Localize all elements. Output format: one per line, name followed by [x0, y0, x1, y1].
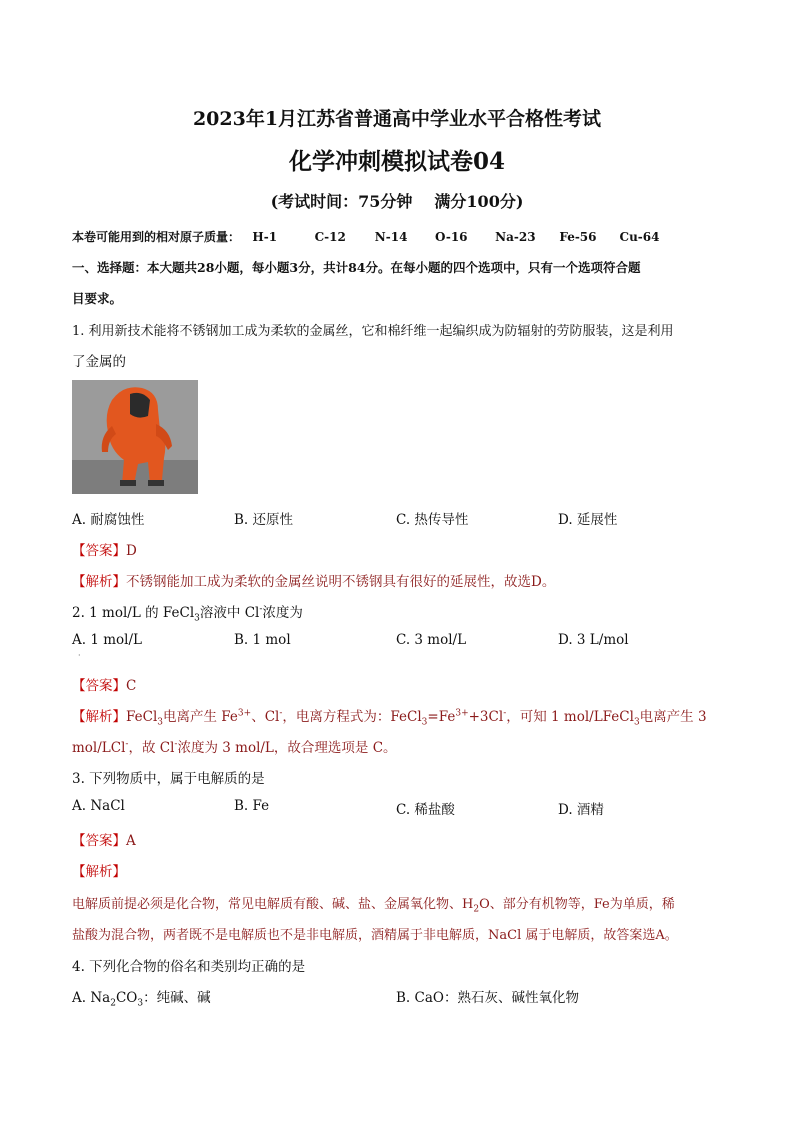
q3-option-a: A. NaCl	[72, 798, 125, 814]
mass-item: N-14	[374, 230, 408, 244]
q3-stem: 3. 下列物质中，属于电解质的是	[72, 771, 265, 787]
mass-item: Fe-56	[559, 230, 597, 244]
q1-answer	[72, 539, 137, 559]
analysis-part: 电解质前提必须是化合物，常见电解质有酸、碱、盐、金属氧化物、H	[72, 897, 474, 912]
q1-stem-cont: 了金属的	[72, 354, 126, 370]
time-note: (考试时间：75分钟	[270, 192, 413, 211]
q2-stem	[72, 601, 303, 624]
q2-option-d: D. 3 L/mol	[558, 632, 629, 648]
q1-stem: 1. 利用新技术能将不锈钢加工成为柔软的金属丝，它和棉纤维一起编织成为防辐射的劳防服装，这是利用	[72, 324, 674, 339]
analysis-part: ，故 Cl	[128, 740, 175, 756]
answer-tag: 【答案】	[72, 833, 126, 849]
analysis-part: O、部分有机物等，Fe为单质，稀	[479, 897, 675, 912]
exam-title: 2023年1月江苏省普通高中学业水平合格性考试	[192, 108, 602, 130]
mass-item: O-16	[434, 230, 468, 244]
hazmat-suit-photo	[72, 380, 198, 494]
subscript: 2	[473, 904, 480, 915]
option-part: CO	[115, 990, 138, 1006]
answer-value: A	[126, 833, 136, 849]
analysis-part: ，电离方程式为：FeCl	[282, 709, 422, 725]
subscript: 3	[421, 717, 428, 728]
mass-item: Cu-64	[619, 230, 660, 244]
masses-label: 本卷可能用到的相对原子质量：	[72, 230, 241, 244]
superscript: -	[259, 604, 263, 615]
analysis-tag: 【解析】	[72, 574, 126, 590]
analysis-part: FeCl	[126, 709, 158, 725]
option-part: A. Na	[72, 990, 111, 1006]
q2-stem-part: 2. 1 mol/L 的 FeCl	[72, 605, 195, 621]
subscript: 3	[194, 613, 200, 624]
section-heading-cont: 目要求。	[72, 291, 123, 306]
exam-time-score	[0, 189, 794, 212]
q4-option-a	[72, 986, 211, 1009]
analysis-part: +3Cl	[468, 709, 504, 725]
q4-option-b: B. CaO：熟石灰、碱性氧化物	[396, 990, 579, 1006]
q2-option-b: B. 1 mol	[234, 632, 291, 648]
analysis-part: mol/LCl	[72, 740, 126, 756]
analysis-tag: 【解析】	[72, 864, 126, 880]
subscript: 3	[157, 717, 163, 728]
analysis-part: 浓度为 3 mol/L，故合理选项是 C。	[177, 740, 397, 756]
q2-stem-part: 浓度为	[262, 605, 303, 621]
q3-analysis-tag	[72, 860, 126, 880]
analysis-part: 、Cl	[251, 709, 280, 725]
answer-tag: 【答案】	[72, 678, 126, 694]
stray-dot: ·	[78, 651, 81, 660]
superscript: -	[174, 739, 178, 750]
q4-stem: 4. 下列化合物的俗名和类别均正确的是	[72, 959, 306, 975]
q3-answer	[72, 829, 136, 849]
subscript: 3	[137, 998, 144, 1009]
superscript: 3+	[455, 708, 469, 719]
superscript: 3+	[237, 708, 252, 719]
subscript: 2	[110, 998, 116, 1009]
q3-analysis	[72, 893, 675, 915]
q2-option-c: C. 3 mol/L	[396, 632, 467, 648]
mass-item: H-1	[252, 230, 278, 244]
analysis-part: ，可知 1 mol/LFeCl	[506, 709, 634, 725]
q3-option-b: B. Fe	[234, 798, 270, 814]
mass-item: Na-23	[495, 230, 536, 244]
q2-answer	[72, 674, 136, 694]
atomic-masses	[72, 228, 659, 245]
superscript: -	[279, 708, 283, 719]
q1-option-d: D. 延展性	[558, 512, 618, 528]
score-note: 满分100分)	[434, 192, 524, 211]
analysis-part: =Fe	[427, 709, 456, 725]
analysis-part: 电离产生 3	[639, 709, 707, 725]
subscript: 3	[633, 717, 640, 728]
analysis-part: 电离产生 Fe	[163, 709, 238, 725]
q1-option-c: C. 热传导性	[396, 512, 469, 528]
q1-option-b: B. 还原性	[234, 512, 294, 528]
q1-option-a: A. 耐腐蚀性	[72, 512, 145, 528]
q2-option-a: A. 1 mol/L	[72, 632, 142, 648]
mass-item: C-12	[314, 230, 346, 244]
q3-option-c: C. 稀盐酸	[396, 802, 455, 818]
answer-tag: 【答案】	[72, 543, 126, 559]
exam-subtitle: 化学冲刺模拟试卷04	[288, 148, 505, 175]
superscript: -	[125, 739, 129, 750]
q1-analysis	[72, 570, 555, 590]
section-heading: 一、选择题：本大题共28小题，每小题3分，共计84分。在每小题的四个选项中，只有一个选项符合题	[72, 260, 641, 275]
q3-analysis-cont: 盐酸为混合物，两者既不是电解质也不是非电解质，酒精属于非电解质，NaCl 属于电解质，故答案选A。	[72, 928, 678, 943]
q3-option-d: D. 酒精	[558, 802, 604, 818]
q2-analysis-cont	[72, 736, 397, 756]
option-part: ：纯碱、碱	[143, 990, 211, 1006]
analysis-tag: 【解析】	[72, 709, 126, 725]
superscript: -	[503, 708, 507, 719]
q2-analysis	[72, 705, 707, 728]
analysis-text: 不锈钢能加工成为柔软的金属丝说明不锈钢具有很好的延展性，故选D。	[126, 574, 556, 590]
answer-value: D	[126, 543, 137, 559]
q2-stem-part: 溶液中 Cl	[199, 605, 260, 621]
answer-value: C	[126, 678, 137, 694]
